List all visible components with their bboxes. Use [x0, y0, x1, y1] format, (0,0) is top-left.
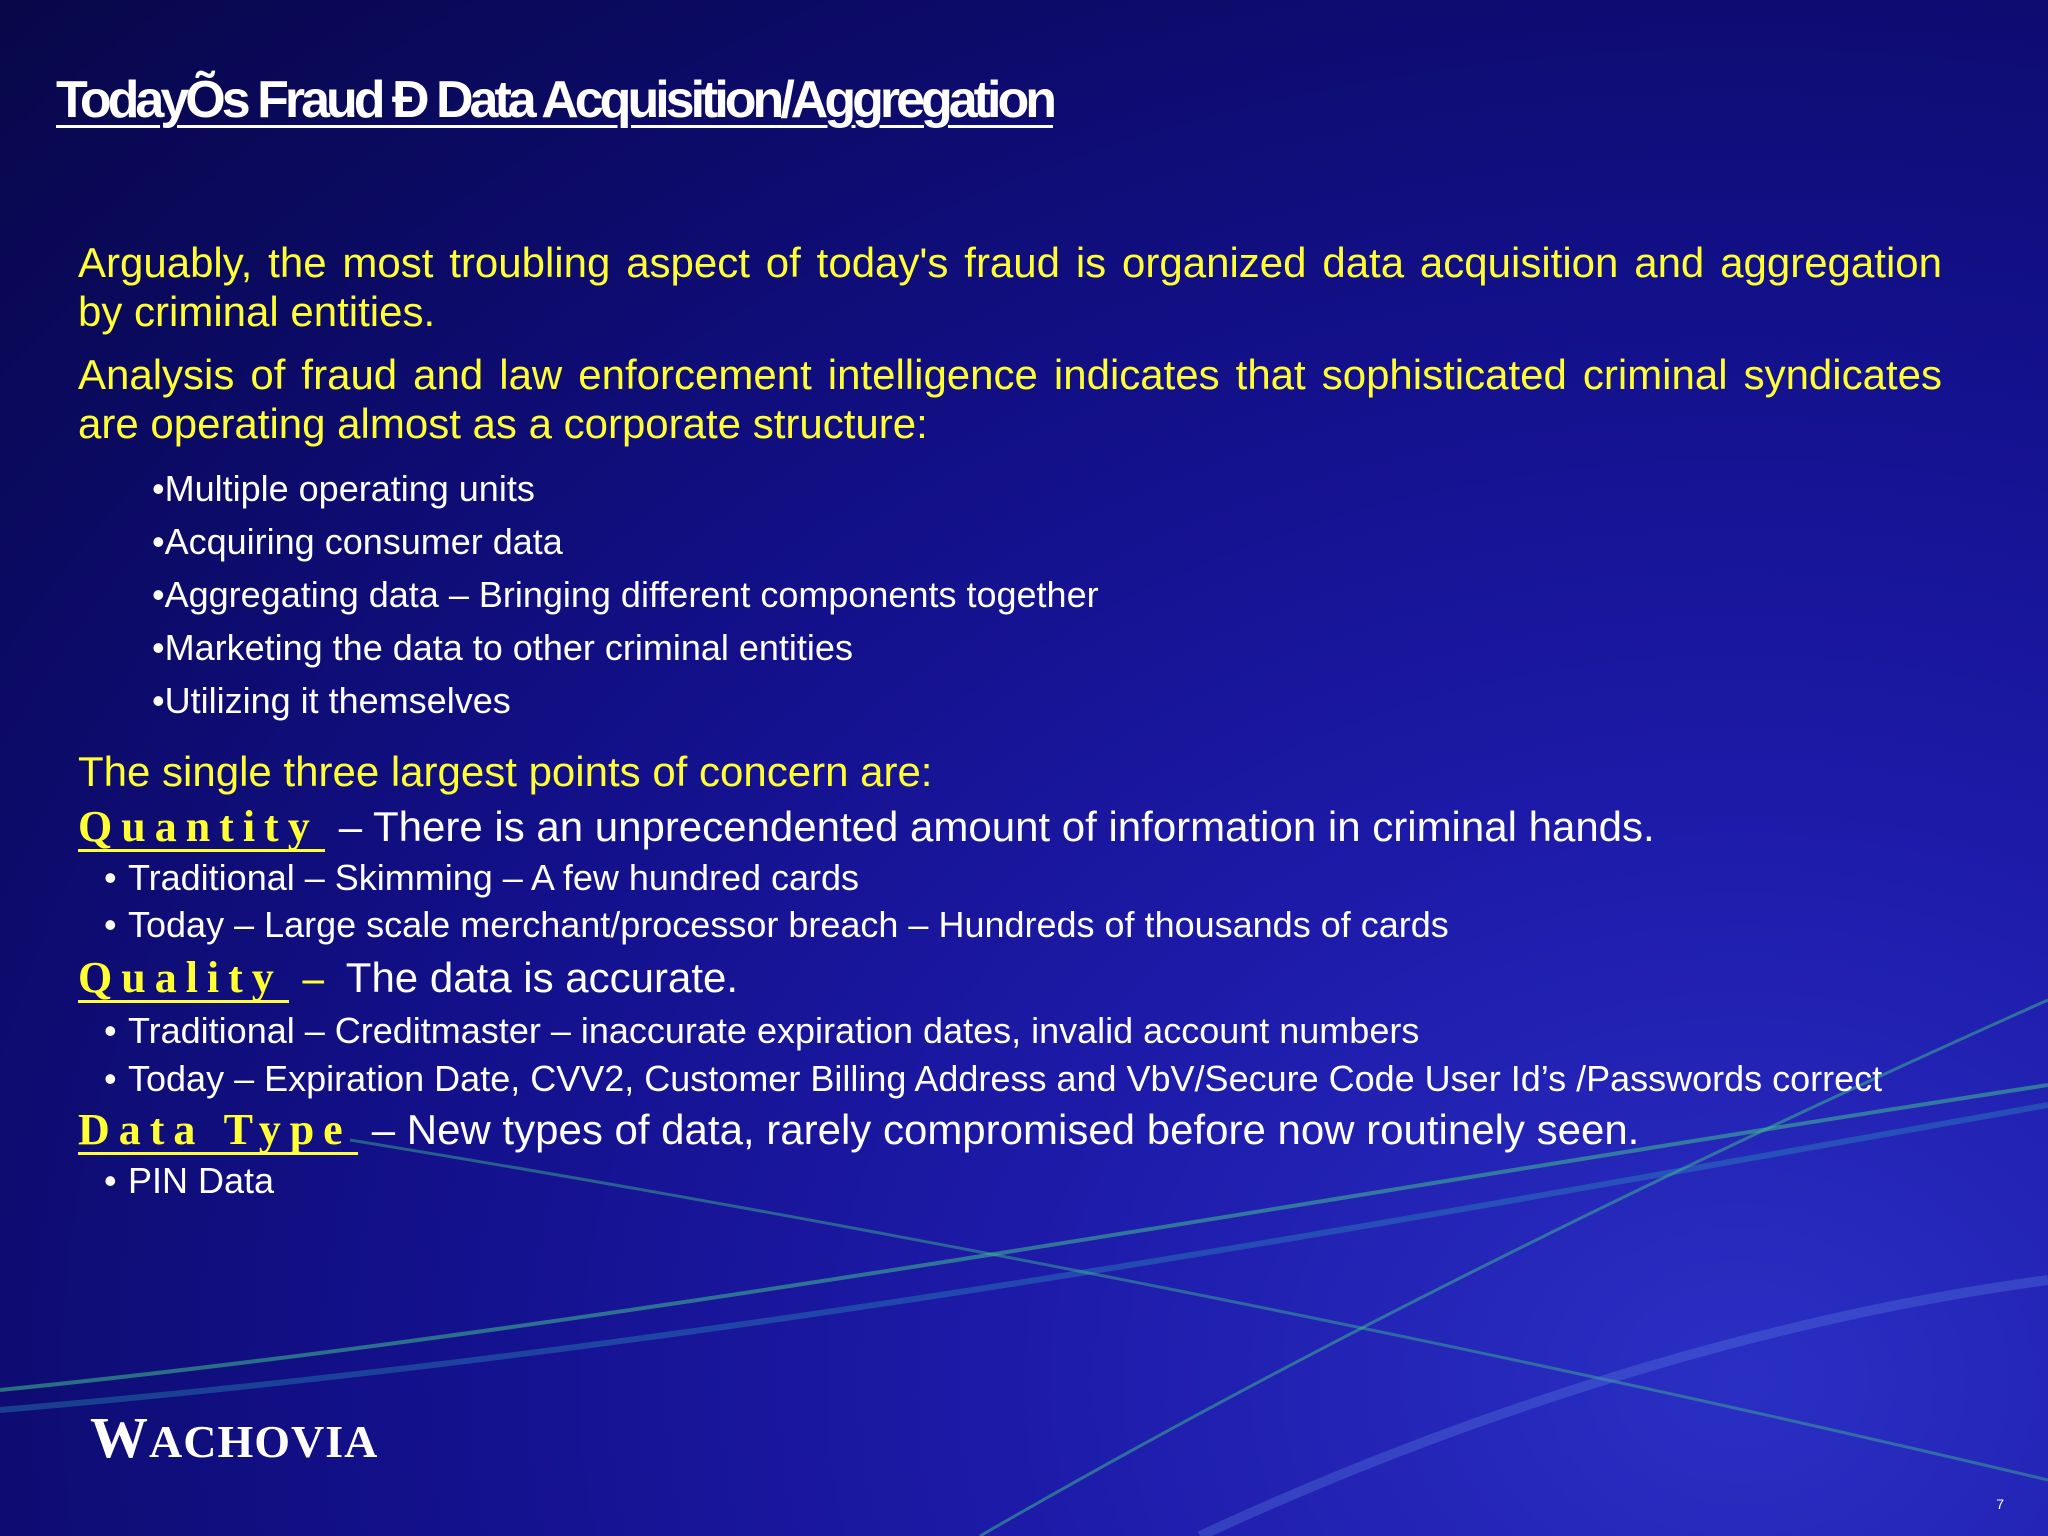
- list-item: [104, 854, 1942, 901]
- quality-dash: –: [302, 956, 324, 1002]
- list-item-text: Traditional – Creditmaster – inaccurate expiration dates, invalid account numbers: [128, 1010, 1420, 1051]
- wachovia-logo: [90, 1404, 378, 1471]
- list-item-text: Today – Expiration Date, CVV2, Customer Billing Address and VbV/Secure Code User Id’s /Passwords correct: [128, 1058, 1883, 1099]
- quality-keyword: Quality: [78, 956, 289, 1003]
- bullet-icon: •: [104, 857, 117, 898]
- concern-heading: The single three largest points of concern are:: [78, 748, 933, 795]
- bullet-icon: •: [104, 1160, 117, 1201]
- quantity-description: – There is an unprecendented amount of information in criminal hands.: [338, 803, 1655, 850]
- quantity-keyword: Quantity: [78, 805, 325, 852]
- list-item: [104, 1060, 1942, 1098]
- bullet-icon: •: [104, 1058, 117, 1099]
- quality-list: [78, 1007, 1942, 1098]
- quality-description: The data is accurate.: [345, 954, 739, 1001]
- data-type-description: – New types of data, rarely compromised before now routinely seen.: [371, 1106, 1640, 1153]
- intro-paragraph: Arguably, the most troubling aspect of today's fraud is organized data acquisition and aggregation by criminal entities.: [78, 239, 1942, 335]
- bullet-icon: •: [104, 1010, 117, 1051]
- bullet-icon: •: [104, 904, 117, 945]
- data-type-list: [78, 1157, 1942, 1204]
- list-item-text: PIN Data: [128, 1160, 275, 1201]
- list-item: [104, 901, 1942, 948]
- list-item: •Utilizing it themselves: [152, 680, 511, 721]
- logo-rest: ACHOVIA: [149, 1416, 379, 1467]
- logo-initial: W: [90, 1405, 149, 1470]
- list-item-text: Today – Large scale merchant/processor breach – Hundreds of thousands of cards: [128, 904, 1449, 945]
- quality-line: [78, 950, 1942, 1007]
- list-item: •Multiple operating units: [152, 468, 535, 509]
- list-item: •Marketing the data to other criminal entities: [152, 627, 853, 668]
- quantity-line: [78, 799, 1942, 854]
- data-type-keyword: Data Type: [78, 1108, 358, 1155]
- list-item: •Aggregating data – Bringing different components together: [152, 574, 1099, 615]
- structure-list: [78, 462, 1942, 727]
- list-item: [104, 1157, 1942, 1204]
- slide-content: [78, 238, 1942, 1206]
- page-number: 7: [1996, 1496, 2004, 1512]
- analysis-paragraph: Analysis of fraud and law enforcement intelligence indicates that sophisticated criminal syndicates are operating almost as a corporate structure:: [78, 351, 1942, 447]
- list-item: •Acquiring consumer data: [152, 521, 563, 562]
- list-item: [104, 1007, 1942, 1054]
- slide-title: TodayÕs Fraud Ð Data Acquisition/Aggregation: [56, 71, 1053, 129]
- list-item-text: Traditional – Skimming – A few hundred cards: [128, 857, 860, 898]
- data-type-line: [78, 1102, 1942, 1157]
- quantity-list: [78, 854, 1942, 948]
